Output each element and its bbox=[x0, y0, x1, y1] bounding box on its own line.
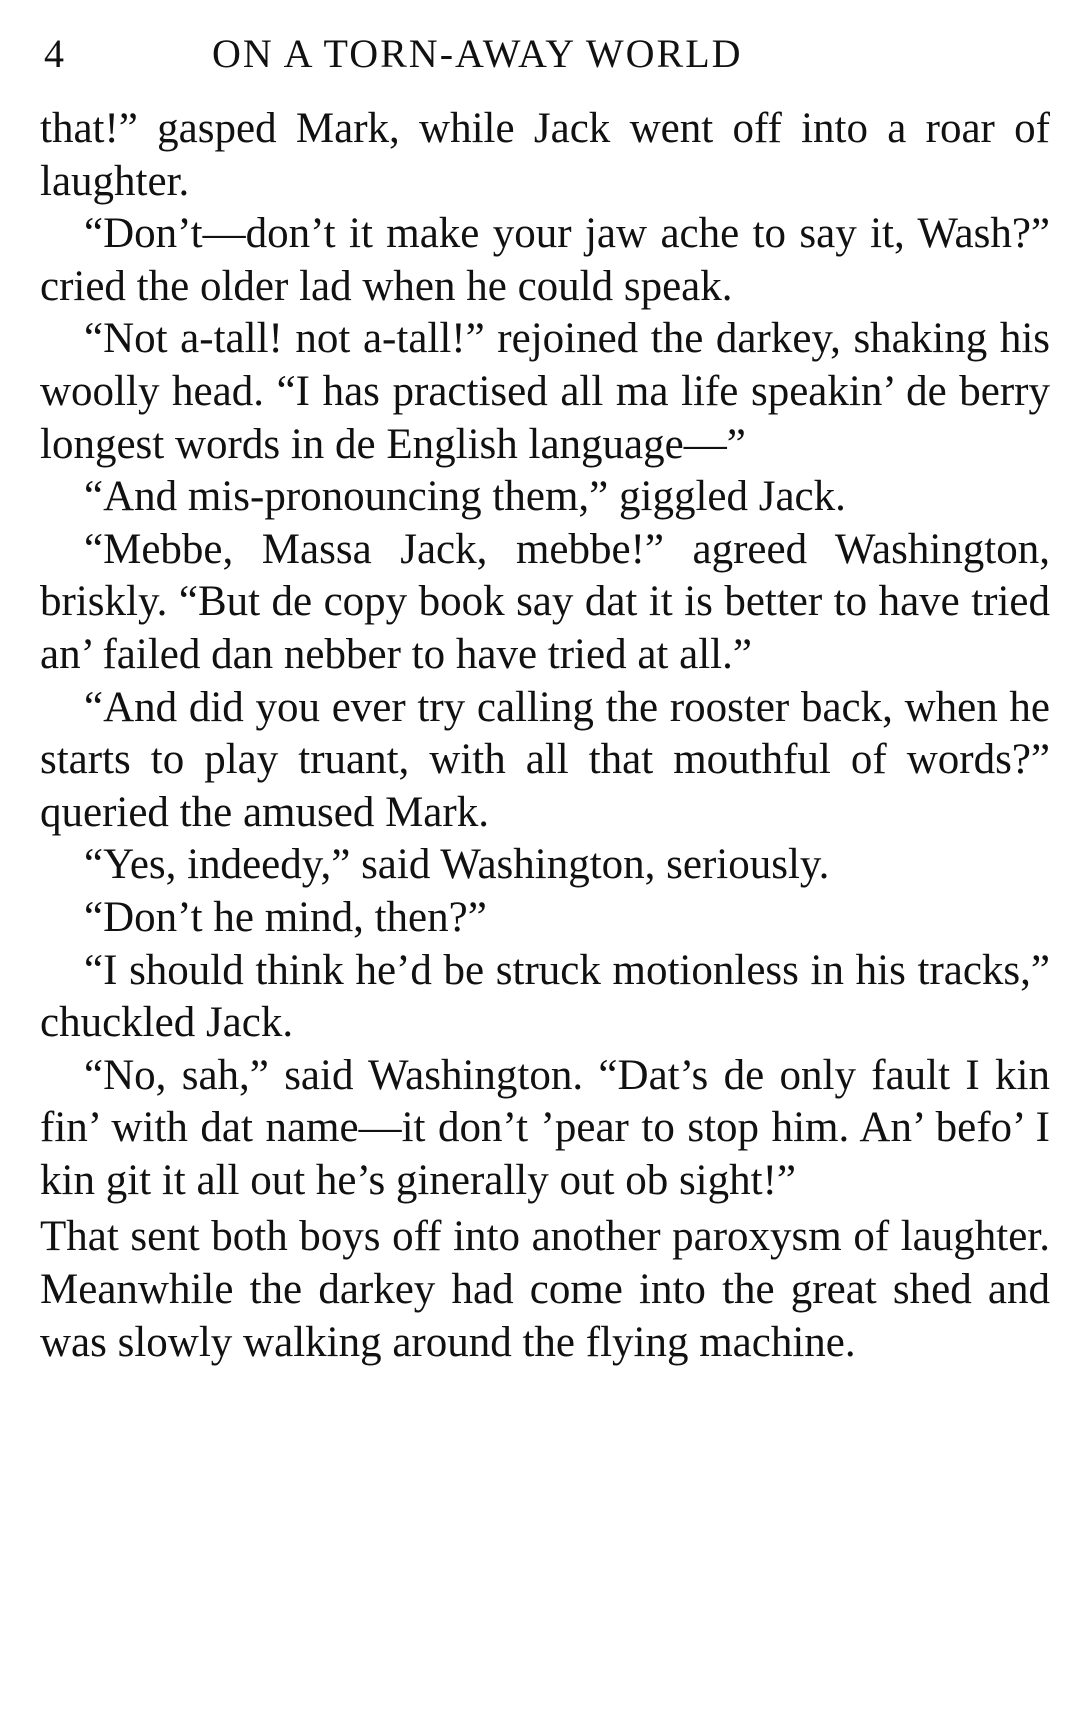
paragraph: “Yes, indeedy,” said Washington, seriously. bbox=[84, 841, 830, 889]
paragraph: “No, sah,” said Washington. “Dat’s de only fault I kin fin’ with dat name—it don’t ’pear to stop him. An’ befo’ I kin git it all out he’s ginerally out ob sight!” bbox=[40, 1051, 1050, 1204]
page-number: 4 bbox=[44, 31, 65, 76]
paragraph: “I should think he’d be struck motionless in his tracks,” chuckled Jack. bbox=[40, 946, 1050, 1047]
paragraph: “Don’t he mind, then?” bbox=[84, 893, 487, 941]
paragraph: “Don’t—don’t it make your jaw ache to say it, Wash?” cried the older lad when he could speak. bbox=[40, 210, 1050, 310]
body-text bbox=[40, 103, 1050, 1369]
paragraph: that!” gasped Mark, while Jack went off into a roar of laughter. bbox=[40, 105, 1050, 205]
paragraph: That sent both boys off into another paroxysm of laughter. Meanwhile the darkey had come into the great shed and was slowly walking around the flying machine. bbox=[40, 1213, 1050, 1366]
paragraph: “And mis-pronouncing them,” giggled Jack. bbox=[84, 473, 846, 521]
paragraph: “Mebbe, Massa Jack, mebbe!” agreed Washington, briskly. “But de copy book say dat it is better to have tried an’ failed dan nebber to have tried at all.” bbox=[40, 525, 1050, 678]
page-header bbox=[44, 22, 1024, 82]
paragraph: “And did you ever try calling the rooster back, when he starts to play truant, with all that mouthful of words?” queried the amused Mark. bbox=[40, 683, 1050, 836]
running-title: ON A TORN-AWAY WORLD bbox=[212, 31, 743, 76]
paragraph: “Not a-tall! not a-tall!” rejoined the darkey, shaking his woolly head. “I has practised all ma life speakin’ de berry longest words in de English language—” bbox=[40, 315, 1050, 468]
